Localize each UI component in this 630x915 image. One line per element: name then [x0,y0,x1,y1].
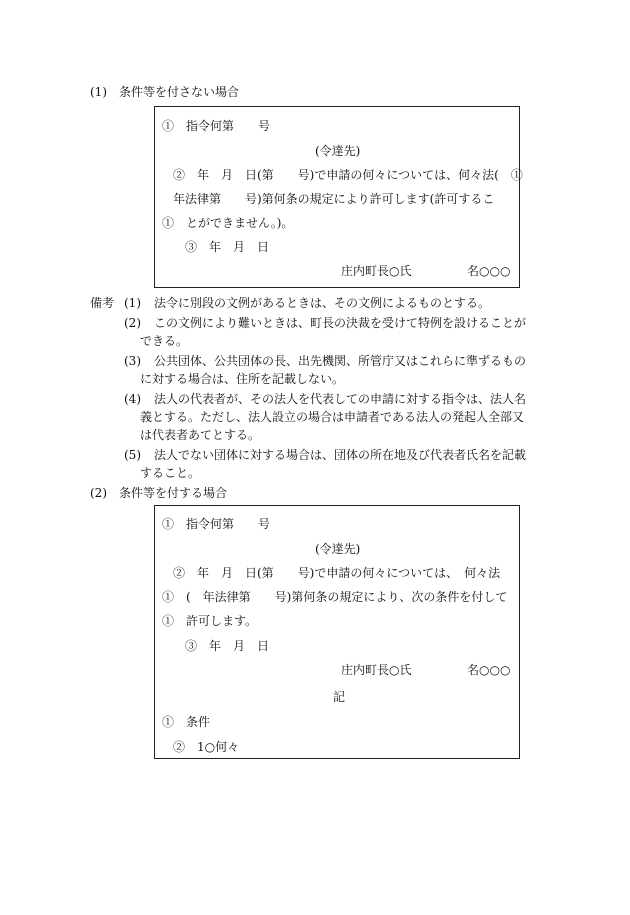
s1-line5: ① とができません。)。 [162,216,294,230]
note-3-num: (3) [124,354,141,368]
note-5-line-1: 法人でない団体に対する場合は、団体の所在地及び代表者氏名を記載 [154,448,527,462]
note-4-line-1: 法人の代表者が、その法人を代表しての申請に対する指令は、法人名 [154,392,527,406]
s2-line1: ① 指令何第 号 [162,517,271,531]
section2-notice-box [154,505,520,759]
s1-line1: ① 指令何第 号 [162,119,271,133]
s2-sign-right: 名○○○ [467,663,511,677]
s2-cond2: ② 1○何々 [173,740,240,754]
s1-sign-right: 名○○○ [467,264,511,278]
note-4-line-3: は代表者あてとする。 [140,428,261,442]
note-4-line-2: 義とする。ただし、法人設立の場合は申請者である法人の発起人全部又 [140,410,525,424]
section1-heading: (1) 条件等を付さない場合 [90,85,239,99]
s2-line6: ③ 年 月 日 [185,639,270,653]
s2-ki: 記 [333,690,346,704]
s1-sign-left: 庄内町長○氏 [341,264,412,278]
s2-line2: (令達先) [315,542,361,556]
s2-line4: ① ( 年法律第 号)第何条の規定により、次の条件を付して [162,590,508,604]
s1-line2: (令達先) [315,144,361,158]
note-2-num: (2) [124,316,141,330]
note-2-line-2: できる。 [140,334,189,348]
note-1-line-1: 法令に別段の文例があるときは、その文例によるものとする。 [154,296,491,310]
section1-notice-box [154,106,523,288]
note-5-num: (5) [124,448,141,462]
note-1-num: (1) [124,296,141,310]
note-4-num: (4) [124,392,141,406]
note-5-line-2: すること。 [140,466,201,480]
s2-cond1: ① 条件 [162,715,211,729]
s1-line6: ③ 年 月 日 [185,240,270,254]
note-3-line-2: に対する場合は、住所を記載しない。 [140,372,345,386]
s1-line4: 年法律第 号)第何条の規定により許可します(許可するこ [173,192,495,206]
s2-line3: ② 年 月 日(第 号)で申請の何々については、 何々法 [173,566,501,580]
s2-line5: ① 許可します。 [162,614,258,628]
section2-heading: (2) 条件等を付する場合 [90,486,227,500]
note-2-line-1: この文例により難いときは、町長の決裁を受けて特例を設けることが [154,316,527,330]
s1-line3: ② 年 月 日(第 号)で申請の何々については、何々法( ① [173,168,523,182]
notes-label: 備考 [90,296,115,310]
s2-sign-left: 庄内町長○氏 [341,663,412,677]
note-3-line-1: 公共団体、公共団体の長、出先機関、所管庁又はこれらに準ずるもの [154,354,527,368]
